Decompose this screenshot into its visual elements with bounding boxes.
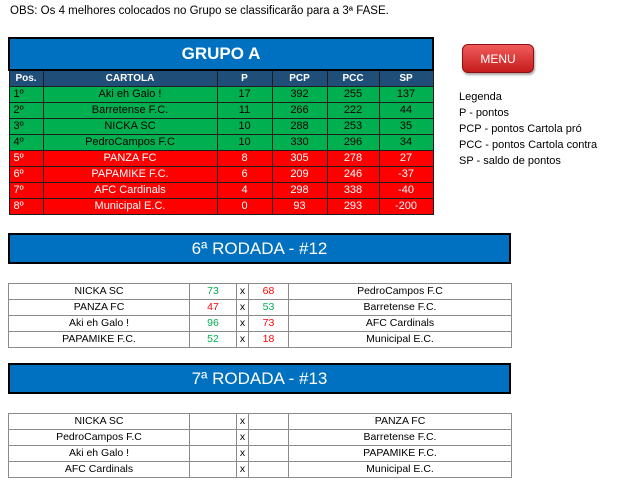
legend xyxy=(459,89,597,169)
sp-cell: 34 xyxy=(379,135,433,151)
versus: x xyxy=(237,284,249,300)
team-cell: PAPAMIKE F.C. xyxy=(43,167,217,183)
home-score xyxy=(190,446,237,462)
round-7-matches xyxy=(8,413,512,478)
away-score xyxy=(249,462,289,478)
header-p: P xyxy=(217,70,272,87)
pcc-cell: 338 xyxy=(327,183,379,199)
team-cell: AFC Cardinals xyxy=(43,183,217,199)
match-row xyxy=(9,300,512,316)
match-row xyxy=(9,332,512,348)
home-team: Aki eh Galo ! xyxy=(9,446,190,462)
round-6-matches xyxy=(8,283,512,348)
round-6-header: 6ª RODADA - #12 xyxy=(8,233,511,264)
team-cell: NICKA SC xyxy=(43,119,217,135)
versus: x xyxy=(237,430,249,446)
standings-row xyxy=(9,87,433,103)
standings-row xyxy=(9,151,433,167)
legend-title: Legenda xyxy=(459,91,502,103)
legend-item: PCC - pontos Cartola contra xyxy=(459,139,598,151)
home-score: 73 xyxy=(190,284,237,300)
pos-cell: 3º xyxy=(9,119,43,135)
away-score: 73 xyxy=(249,316,289,332)
pcc-cell: 296 xyxy=(327,135,379,151)
home-score: 52 xyxy=(190,332,237,348)
sp-cell: 35 xyxy=(379,119,433,135)
pos-cell: 2º xyxy=(9,103,43,119)
match-row xyxy=(9,284,512,300)
versus: x xyxy=(237,446,249,462)
versus: x xyxy=(237,300,249,316)
home-score: 96 xyxy=(190,316,237,332)
standings-row xyxy=(9,199,433,215)
standings-table xyxy=(8,37,434,215)
pcc-cell: 253 xyxy=(327,119,379,135)
team-cell: Aki eh Galo ! xyxy=(43,87,217,103)
home-team: PedroCampos F.C xyxy=(9,430,190,446)
pcp-cell: 298 xyxy=(272,183,327,199)
away-team: Municipal E.C. xyxy=(289,332,512,348)
home-score xyxy=(190,414,237,430)
away-score xyxy=(249,414,289,430)
pcp-cell: 305 xyxy=(272,151,327,167)
team-cell: PedroCampos F.C xyxy=(43,135,217,151)
standings-row xyxy=(9,183,433,199)
home-score xyxy=(190,430,237,446)
legend-item: SP - saldo de pontos xyxy=(459,155,561,167)
pos-cell: 5º xyxy=(9,151,43,167)
pos-cell: 6º xyxy=(9,167,43,183)
standings-row xyxy=(9,103,433,119)
standings-row xyxy=(9,135,433,151)
away-score: 18 xyxy=(249,332,289,348)
match-row xyxy=(9,462,512,478)
versus: x xyxy=(237,316,249,332)
points-cell: 17 xyxy=(217,87,272,103)
away-team: Barretense F.C. xyxy=(289,300,512,316)
pcc-cell: 255 xyxy=(327,87,379,103)
pcp-cell: 392 xyxy=(272,87,327,103)
header-pos: Pos. xyxy=(9,70,43,87)
pcp-cell: 266 xyxy=(272,103,327,119)
home-score xyxy=(190,462,237,478)
pcp-cell: 288 xyxy=(272,119,327,135)
pcc-cell: 293 xyxy=(327,199,379,215)
pcp-cell: 330 xyxy=(272,135,327,151)
points-cell: 10 xyxy=(217,135,272,151)
team-cell: Municipal E.C. xyxy=(43,199,217,215)
sp-cell: -40 xyxy=(379,183,433,199)
points-cell: 0 xyxy=(217,199,272,215)
away-score: 68 xyxy=(249,284,289,300)
sp-cell: -37 xyxy=(379,167,433,183)
match-row xyxy=(9,430,512,446)
pcp-cell: 209 xyxy=(272,167,327,183)
pcp-cell: 93 xyxy=(272,199,327,215)
points-cell: 4 xyxy=(217,183,272,199)
away-team: AFC Cardinals xyxy=(289,316,512,332)
versus: x xyxy=(237,414,249,430)
pos-cell: 7º xyxy=(9,183,43,199)
team-cell: Barretense F.C. xyxy=(43,103,217,119)
standings-row xyxy=(9,167,433,183)
pos-cell: 4º xyxy=(9,135,43,151)
points-cell: 6 xyxy=(217,167,272,183)
group-title: GRUPO A xyxy=(9,38,433,70)
team-cell: PANZA FC xyxy=(43,151,217,167)
away-team: PAPAMIKE F.C. xyxy=(289,446,512,462)
sp-cell: 137 xyxy=(379,87,433,103)
header-pcc: PCC xyxy=(327,70,379,87)
standings-row xyxy=(9,119,433,135)
points-cell: 11 xyxy=(217,103,272,119)
home-team: Aki eh Galo ! xyxy=(9,316,190,332)
standings-header-row xyxy=(9,70,433,87)
versus: x xyxy=(237,332,249,348)
legend-item: PCP - pontos Cartola pró xyxy=(459,123,582,135)
home-team: AFC Cardinals xyxy=(9,462,190,478)
home-team: NICKA SC xyxy=(9,284,190,300)
sp-cell: 27 xyxy=(379,151,433,167)
pcc-cell: 222 xyxy=(327,103,379,119)
pcc-cell: 246 xyxy=(327,167,379,183)
away-team: PANZA FC xyxy=(289,414,512,430)
pcc-cell: 278 xyxy=(327,151,379,167)
header-pcp: PCP xyxy=(272,70,327,87)
home-team: NICKA SC xyxy=(9,414,190,430)
sp-cell: -200 xyxy=(379,199,433,215)
away-team: PedroCampos F.C xyxy=(289,284,512,300)
legend-item: P - pontos xyxy=(459,107,509,119)
home-team: PANZA FC xyxy=(9,300,190,316)
header-cartola: CARTOLA xyxy=(43,70,217,87)
points-cell: 10 xyxy=(217,119,272,135)
versus: x xyxy=(237,462,249,478)
home-score: 47 xyxy=(190,300,237,316)
menu-button[interactable]: MENU xyxy=(462,44,534,73)
points-cell: 8 xyxy=(217,151,272,167)
header-sp: SP xyxy=(379,70,433,87)
away-score: 53 xyxy=(249,300,289,316)
away-score xyxy=(249,430,289,446)
match-row xyxy=(9,414,512,430)
pos-cell: 8º xyxy=(9,199,43,215)
home-team: PAPAMIKE F.C. xyxy=(9,332,190,348)
away-team: Barretense F.C. xyxy=(289,430,512,446)
qualification-note: OBS: Os 4 melhores colocados no Grupo se classificarão para a 3ª FASE. xyxy=(10,5,389,17)
pos-cell: 1º xyxy=(9,87,43,103)
match-row xyxy=(9,316,512,332)
away-team: Municipal E.C. xyxy=(289,462,512,478)
match-row xyxy=(9,446,512,462)
away-score xyxy=(249,446,289,462)
sp-cell: 44 xyxy=(379,103,433,119)
round-7-header: 7ª RODADA - #13 xyxy=(8,363,511,394)
